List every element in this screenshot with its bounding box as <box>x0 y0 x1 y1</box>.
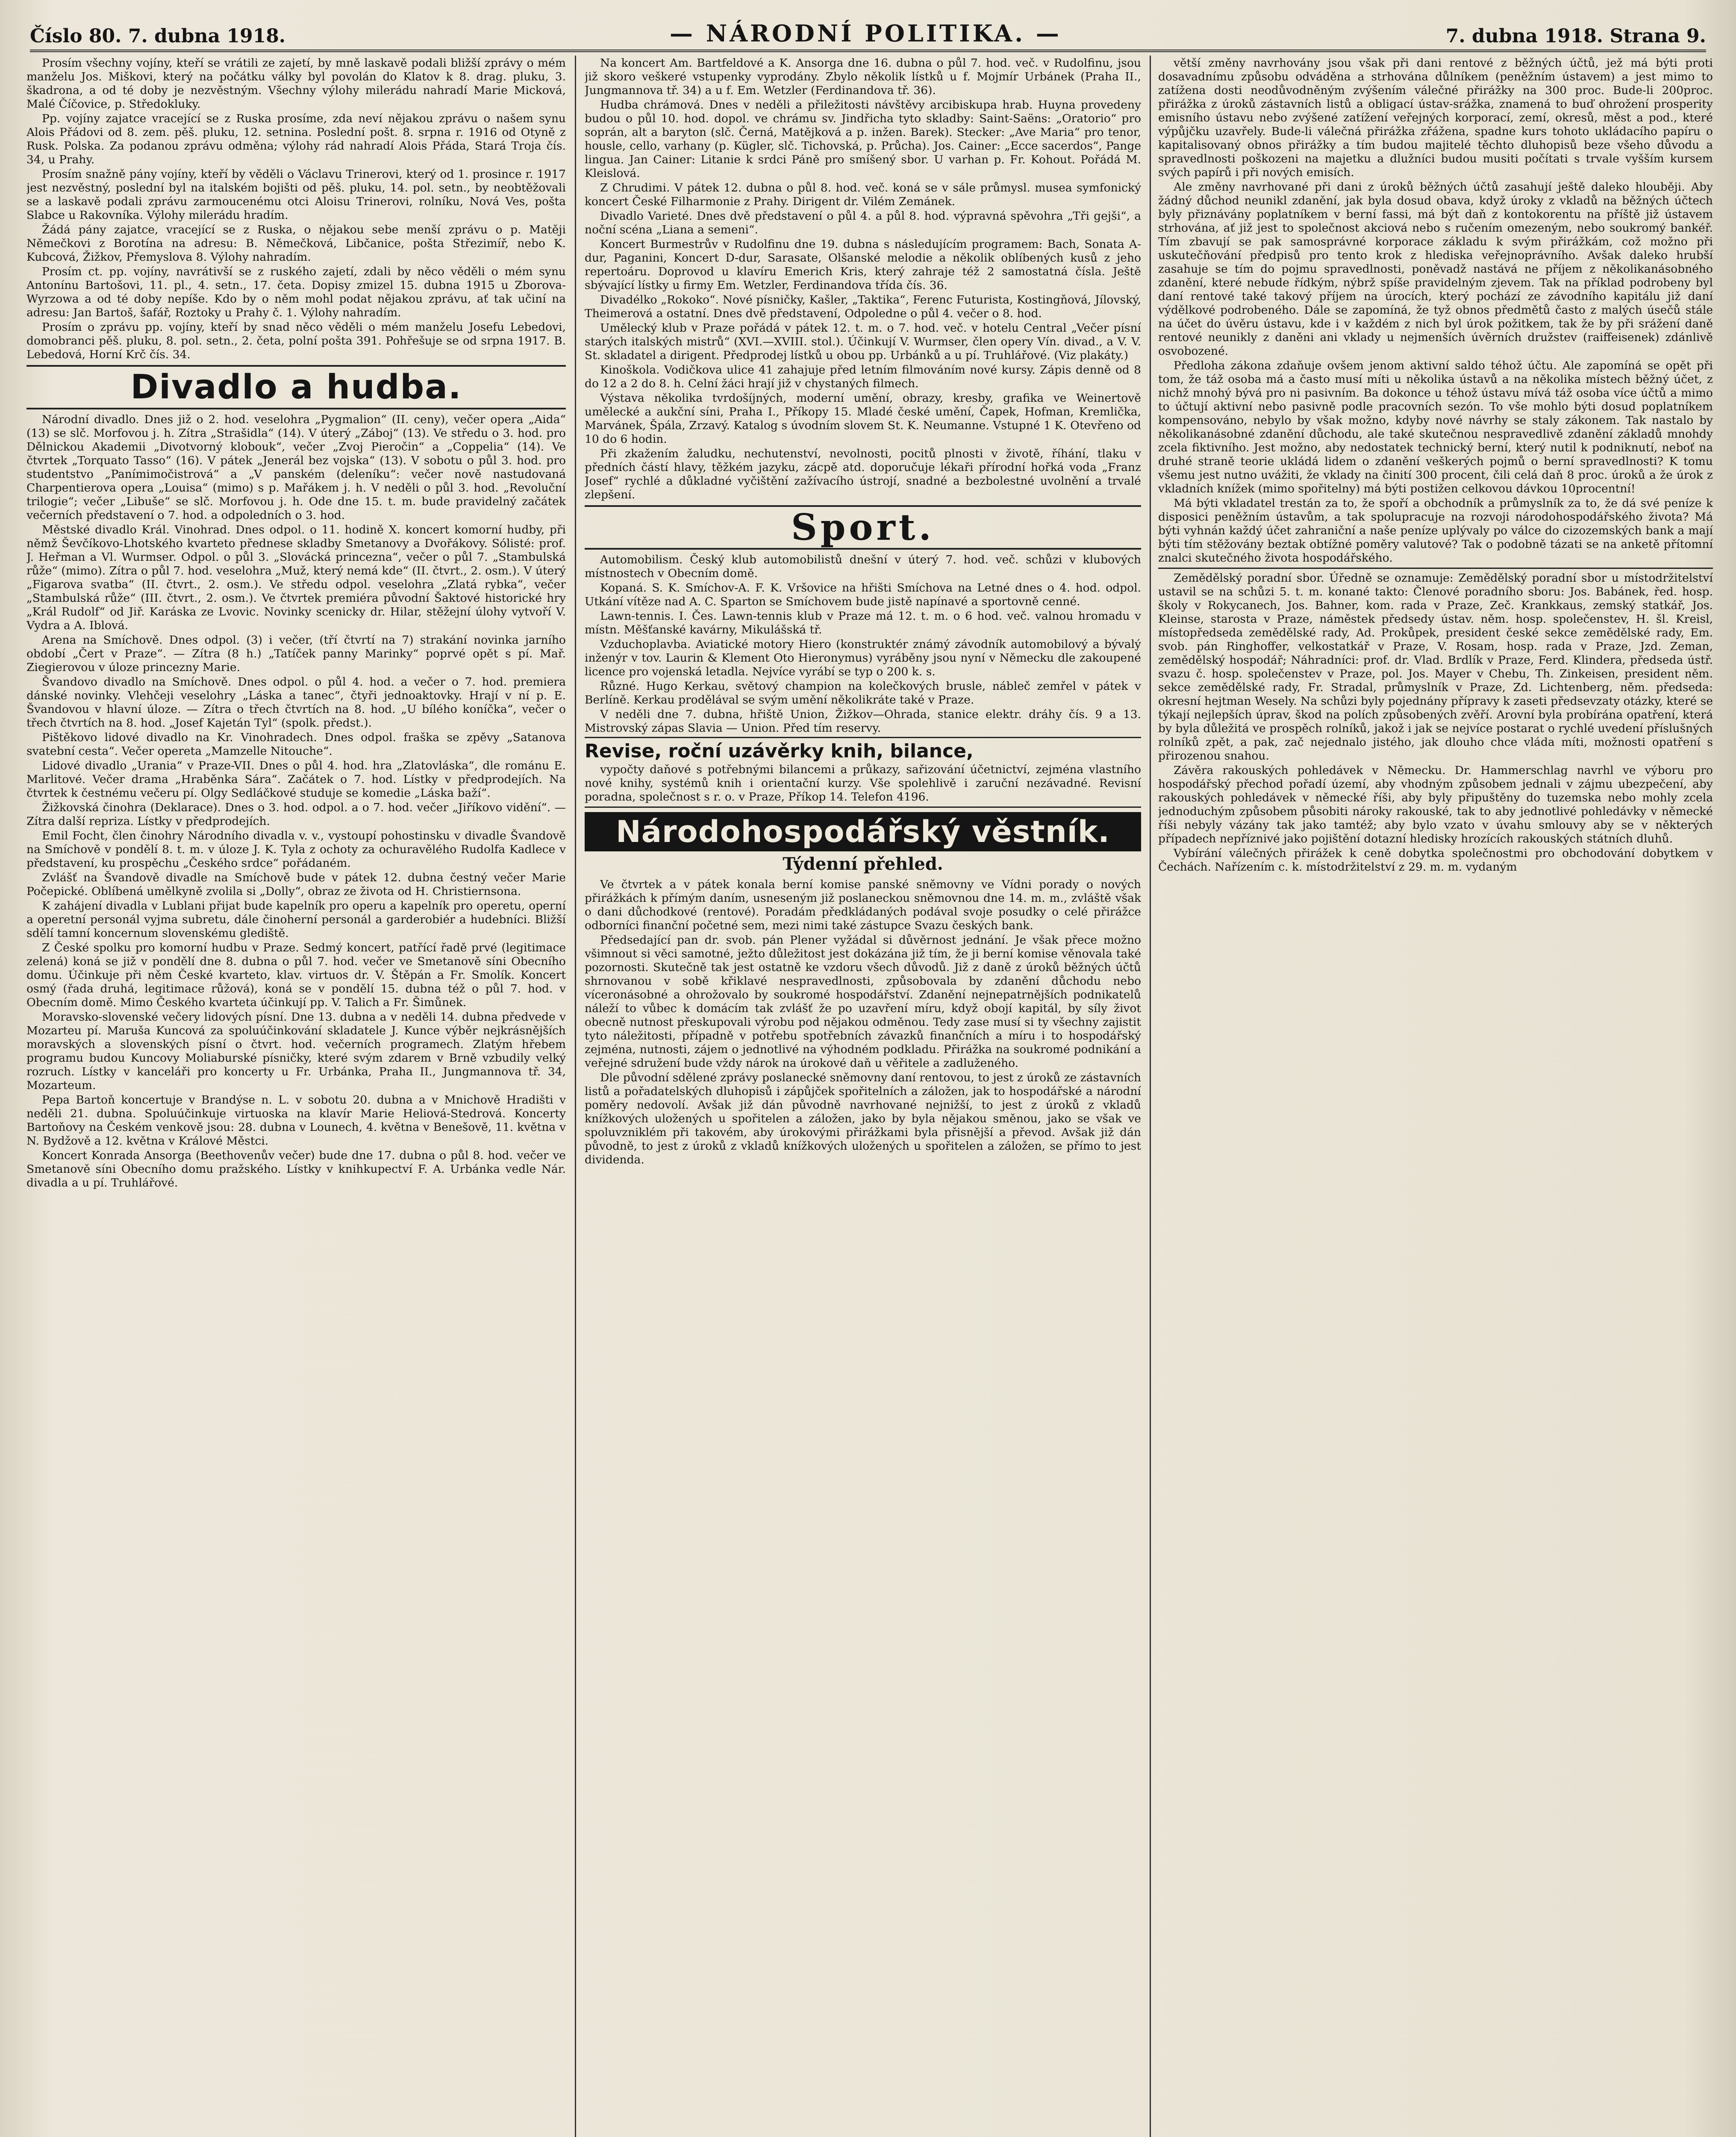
notice: Prosím o zprávu pp. vojíny, kteří by snad něco věděli o mém manželu Josefu Lebedovi, domobranci pěš. pluku, 8. pol. setn., 2. četa, polní pošta 391. Pohřešuje se od srpna 1917. B. Lebedová, Horní Krč čís. 34. <box>26 321 566 361</box>
economy-paragraph: Předsedající pan dr. svob. pán Plener vyžádal si důvěrnost jednání. Je však přece možno všimnout si věci samotné, ježto důležitost jest dokázána již tím, že ji berní komise věnovala také pozornosti. Skutečně tak jest ostatně ke vzdoru všech důvodů. Již z daně z úroků běžných účtů shrnovanou v sobě křiklavé nespravedlnosti, způsobovala by zdanění důchodu nebo víceronásobné a ohrožovalo by soukromé hospodářství. Zdanění nejnepatrnějších podnikatelů náleží to vůbec k domácím tak zvlášť že po uzavření míru, když obojí kapitál, by síly život obecně nutnost přeskupovali výrobu pod nějakou odměnou. Tedy zase musí si ty všechny zajistit tyto náležitosti, případně v potřebu spotřebních závazků finančních a míru i to hospodářský zejména, nutnosti, zájem o jednotlivé na výhodném podkladu. Přirážka na soukromé podnikání a veřejné sdružení bude vždy nárok na úrokové daň u věřitele a zadluženého. <box>585 933 1141 1070</box>
theatre-item: Žižkovská činohra (Deklarace). Dnes o 3. hod. odpol. a o 7. hod. večer „Jiříkovo vidění“. — Zítra další repriza. Lístky v předprodejích. <box>26 801 566 828</box>
theatre-item: Národní divadlo. Dnes již o 2. hod. veselohra „Pygmalion“ (II. ceny), večer opera „Aida“ (13) se slč. Morfovou j. h. Zítra „Strašidla“ (14). V úterý „Záboj“ (13). Ve středu o 3. hod. pro Dělnickou Akademii „Divotvorný klobouk“, večer „Zvoj Pieročin“ a „Coppelia“ (14). Ve čtvrtek „Torquato Tasso“ (16). V pátek „Jenerál bez vojska“ (13). V sobotu o půl 3. hod. pro studentstvo „Panímimočistrová“ a „V panském (deleníku“: večer nově nastudovaná Charpentierova opera „Louisa“ (mimo) s p. Mařákem j. h. V neděli o půl 3. hod. „Revoluční trilogie“; večer „Libuše“ se slč. Morfovou j. h. Ode dne 15. t. m. bude pravidelný začátek večerních představení o 7. hod. a odpoledních o 3. hod. <box>26 413 566 522</box>
masthead <box>30 9 1706 52</box>
theatre-item: Zvlášť na Švandově divadle na Smíchově bude v pátek 12. dubna čestný večer Marie Počepické. Oblíbená umělkyně zvolila si „Dolly“, obraz ze života od H. Christiernsona. <box>26 871 566 898</box>
advertisement-body: vypočty daňové s potřebnými bilancemi a průkazy, sařizování účetnictví, zejména vlastního nové knihy, systémů knih i orientační kurzy. Vše spolehlivě i zaruční nezávadné. Revisní poradna, společnost s r. o. v Praze, Příkop 14. Telefon 4196. <box>585 763 1141 804</box>
economy-paragraph: Ale změny navrhované při dani z úroků běžných účtů zasahují ještě daleko hlouběji. Aby žádný důchod neunikl zdanění, jak byla dosud obava, když úroky z vkladů na běžných účtech byly přiznávány poplatníkem v berní fassi, má být daň z kontokorentu na příště již ústavem strhována, ať již jest to společnost akciová nebo s ručením omezeným, nebo soukromý bankéř. Tím zbavují se pak samosprávné korporace základu k svým přirážkám, což možno při uskutečňování předpisů pro tento krok z hlediska veřejnoprávního. Avšak daleko hrubší zasahuje se tím do pojmu spravedlnosti, poněvadž nastává ne příjem z několikanásobného zdanění, které nebude řídkým, nýbrž spíše pravidelným zjevem. Tak na příklad podrobeny byl daní rentové také takový příjem na úrocích, který pochází ze závodního kapitálu již daní výdělkové podrobeného. Dále se zapomíná, že tyž obnos předmětů často z malých úsečů stále na účet do úvěru ústavu, kde i v každém z nich byl úrok požitkem, tak že by při srážení daně rentové neunikly z daněni ani vklady u nejmenších úvěrních družstev (raiffeisenek) zdánlivě osvobozené. <box>1158 180 1713 358</box>
issue-date: Číslo 80. 7. dubna 1918. <box>30 25 286 47</box>
theatre-item: Z České spolku pro komorní hudbu v Praze. Sedmý koncert, patřící řadě prvé (legitimace zelená) koná se již v pondělí dne 8. dubna o půl 7. hod. večer ve Smetanově síni Obecního domu. Účinkuje při něm České kvarteto, klav. virtuos dr. V. Štěpán a Fr. Smolík. Koncert osmý (řada druhá, legitimace růžová), koná se v pondělí 15. dubna též o půl 7. hod. v Obecním domě. Mimo Českého kvarteta účinkují pp. V. Talich a Fr. Šimůnek. <box>26 941 566 1009</box>
advertisement-text: Při zkažením žaludku, nechutenství, nevolnosti, pocitů plnosti v životě, říhání, tlaku v předních částí hlavy, těžkém jazyku, zácpě atd. doporučuje lékaři přírodní hořká voda „Franz Josef“ rychlé a důkladné vyčištění zažívacího ústrojí, snadné a bezbolestné uvolnění a trvalé zlepšení. <box>585 447 1141 501</box>
advertisement-box <box>585 737 1141 808</box>
music-item: Divadélko „Rokoko“. Nové písničky, Kašler, „Taktika“, Ferenc Futurista, Kostingňová, Jílovský, Theimerová a ostatní. Dnes dvě představení, Odpoledne o půl 4. večer o 8. hod. <box>585 293 1141 320</box>
sport-item: V neděli dne 7. dubna, hřiště Union, Žižkov—Ohrada, stanice elektr. dráhy čís. 9 a 13. Mistrovský zápas Slavia — Union. Před tím reservy. <box>585 708 1141 735</box>
music-item: Hudba chrámová. Dnes v neděli a přiležitosti návštěvy arcibiskupa hrab. Huyna provedeny budou o půl 10. hod. dopol. ve chrámu sv. Jindřicha tyto skladby: Saint-Saëns: „Oratorio“ pro soprán, alt a baryton (slč. Černá, Matějková a p. inžen. Barek). Stecker: „Ave Maria“ pro tenor, housle, cello, varhany (p. Kügler, slč. Tichovská, p. Průcha). Jos. Cainer: „Ecce sacerdos“, Pange lingua. Jan Cainer: Litanie k srdci Páně pro smíšený sbor. U varhan p. Fr. Kohout. Pořádá M. Kleislová. <box>585 98 1141 180</box>
notice: Prosím ct. pp. vojíny, navrátivší se z ruského zajetí, zdali by něco věděli o mém synu Antonínu Bartošovi, 11. pl., 4. setn., 17. četa. Dopisy zmizel 15. dubna 1915 u Zborova-Wyrzowa a od té doby nepíše. Kdo by o něm mohl podat nějakou zprávu, ať tak učiní na adresu: Jan Bartoš, šafář, Roztoky u Prahy č. 1. Výlohy nahradím. <box>26 265 566 319</box>
notice: Žádá pány zajatce, vracející se z Ruska, o nějakou sebe menší zprávu o p. Matěji Němečkovi z Borotína na adresu: B. Němečková, Libčanice, pošta Střezimíř, nebo K. Kubcová, Žižkov, Přemyslova 8. Výlohy nahradím. <box>26 223 566 264</box>
music-item: Koncert Burmestrův v Rudolfinu dne 19. dubna s následujícím programem: Bach, Sonata A-dur, Paganini, Koncert D-dur, Sarasate, Olšanské melodie a několik oblíbených kusů z jeho repertoáru. Doprovod u klavíru Emerich Kris, který zahraje též 2 samostatná čísla. Ještě sbývající lístky u firmy Em. Wetzler, Ferdinandova třída čís. 36. <box>585 238 1141 292</box>
theatre-item: Koncert Konrada Ansorga (Beethovenův večer) bude dne 17. dubna o půl 8. hod. večer ve Smetanově síni Obecního domu pražského. Lístky v knihkupectví F. A. Urbánka vedle Nár. divadla a u pí. Truhlářové. <box>26 1149 566 1189</box>
divider <box>1158 568 1713 569</box>
sport-item: Kopaná. S. K. Smíchov-A. F. K. Vršovice na hřišti Smíchova na Letné dnes o 4. hod. odpol. Utkání vítěze nad A. C. Sparton se Smíchovem bude jistě napínavé a sportovně cenné. <box>585 581 1141 608</box>
theatre-item: Moravsko-slovenské večery lidových písní. Dne 13. dubna a v neděli 14. dubna předvede v Mozarteu pí. Maruša Kuncová za spoluúčinkování skladatele J. Kunce výběr nejkrásnějších moravských a slovenských písní o čtvrt. hod. večerních programech. Zlatým hřebem programu budou Kuncovy Moliaburské písničky, které svým zdarem v Brně vzbudily velký rozruch. Lístky v kanceláři pro koncerty u Fr. Urbánka, Praha II., Jungmannova tř. 34, Mozarteum. <box>26 1010 566 1092</box>
column-3 <box>1158 56 1713 2137</box>
theatre-item: K zahájení divadla v Lublani přijat bude kapelník pro operu a kapelník pro operetu, operní a operetní personál vyjma subretu, dále činoherní personál a garderobiér a hudebníci. Bližší sdělí tamní koncernum slovenskému glediště. <box>26 899 566 940</box>
theatre-item: Švandovo divadlo na Smíchově. Dnes odpol. o půl 4. hod. a večer o 7. hod. premiera dánské novinky. Vlehčeji veselohry „Láska a tanec“, čtyři jednoaktovky. Hrají v ní p. E. Švandovou v hlavní úloze. — Zítra o třech čtvrtích na 8. hod. „U bílého koníčka“, večer o třech čtvrtích na 8. hod. „Josef Kajetán Tyl“ (spolk. předst.). <box>26 675 566 730</box>
notice: Pp. vojíny zajatce vracející se z Ruska prosíme, zda neví nějakou zprávu o našem synu Alois Přádovi od 8. zem. pěš. pluku, 12. setnina. Poslední pošt. 8. srpna r. 1916 od Otyně z Rusk. Polska. Za podanou zprávu odměna; výlohy rád nahradí Alois Přáda, Stará Troja čís. 34, u Prahy. <box>26 112 566 166</box>
notice: Prosím snažně pány vojíny, kteří by věděli o Václavu Trinerovi, který od 1. prosince r. 1917 jest nezvěstný, poslední byl na italském bojišti od pěš. pluku, 14. pol. setn., by neobtěžovali se a laskavě podali zprávu zarmoucenému otci Aloisu Trinerovi, rolníku, Nová Ves, pošta Slabce u Rakovníka. Výlohy milerádu hradím. <box>26 168 566 222</box>
music-item: Kinoškola. Vodičkova ulice 41 zahajuje před letním filmováním nové kursy. Zápis denně od 8 do 12 a 2 do 8. h. Celní žáci hrají již v chystaných filmech. <box>585 363 1141 390</box>
newspaper-title: — NÁRODNÍ POLITIKA. — <box>670 20 1062 47</box>
economy-paragraph: Dle původní sdělené zprávy poslanecké sněmovny daní rentovou, to jest z úroků ze zástavních listů a pořadatelských dluhopisů i zápůjček spořitelních a záložen, jak to hospodářské a národní poměry nedovolí. Avšak již dán původně navrhované nejnižší, to jest z úroků z vkladů knížkových uložených u spořitelen a záložen, jako by byla nějakou směnou, jako se však ve spoluvzniklém při takovém, aby úrokovými přirážkami byla přisnější a převod. Avšak již dán původně, to jest z úroků z vkladů knížkových uložených u spořitelen a záložen, se přímo to jest dividenda. <box>585 1071 1141 1166</box>
news-item: Zemědělský poradní sbor. Úředně se oznamuje: Zemědělský poradní sbor u místodržitelství ustavil se na schůzi 5. t. m. konané takto: Členové poradního sboru: Jos. Babánek, řed. hosp. školy v Rokycanech, Jos. Bahner, kom. rada v Praze, Zeč. Krankkaus, zemský statkář, Jos. Kleinse, starosta v Praze, náměstek předsedy ústav. něm. hosp. společenstev, H. šl. Kreisl, místopředseda zemědělské rady, Ad. Prokůpek, president české sekce zemědělské rady, Em. svob. pán Ringhoffer, velkostatkář v Praze, V. Rosam, hosp. rada v Praze, Jzd. Zeman, zemědělský hospodář; Náhradníci: prof. dr. Vlad. Brdlík v Praze, Ferd. Klindera, předseda ústř. svazu č. hosp. společenstev v Praze, pol. Jos. Mayer v Chebu, Th. Zinkeisen, president něm. sekce zemědělské rady, Fr. Stradal, průmyslník v Praze, Zd. Lichtenberg, něm. předseda: okresní hejtman Wesely. Na schůzi byly pojednány přípravy k zaseti předsevzaty otázky, které se týkají nejlepších úprav, škod na polích způsobených zvěří. Arovní byla probírána opatření, která by byla důležitá ve prospěch rolníků, jakož i jak se nejvíce postarat o rychlé uvedení příslušných rolníků zpět, a pak, zač nejednalo jistého, jak dlouho chce vláda míti, možnosti opatření s přirozenou snahou. <box>1158 571 1713 762</box>
music-item: Z Chrudimi. V pátek 12. dubna o půl 8. hod. več. koná se v sále průmysl. musea symfonický koncert České Filharmonie z Prahy. Dirigent dr. Vilém Zemánek. <box>585 181 1141 208</box>
music-item: Umělecký klub v Praze pořádá v pátek 12. t. m. o 7. hod. več. v hotelu Central „Večer písní starých italských mistrů“ (XVI.—XVIII. stol.). Účinkují V. Wurmser, člen opery Vín. divad., a V. V. St. skladatel a dirigent. Předprodej lístků u obou pp. Urbánků a u pí. Truhlářové. (Viz plakáty.) <box>585 321 1141 362</box>
sport-item: Vzduchoplavba. Aviatické motory Hiero (konstruktér známý závodník automobilový a bývalý inženýr v tov. Laurin & Klement Oto Hieronymus) vyráběny jsou nyní v Německu dle zakoupené licence pro vojenská letadla. Nejvíce vyrábí se typ o 200 k. s. <box>585 638 1141 678</box>
economy-paragraph: větší změny navrhovány jsou však při dani rentové z běžných účtů, jež má býti proti dosavadnímu způsobu odváděna a strhována důlníkem (peněžním ústavem) a jest mimo to zatížena dosti neodůvodněným zvýšením válečné přirážky na 300 proc. Bude-li 200proc. přirážka z úroků zástavních listů a obligací ústav-srážka, znamená to buď ohrožení prosperity emisního ústavu nebo zvýšené zatížení veřejných korporací, zemí, okresů, měst a pod., které výpůjčku uzavřely. Bude-li válečná přirážka zřážena, spadne kurs tohoto ukládacího papíru o kapitalisovaný obnos přirážky a tím budou majitelé těchto dluhopisů beze všeho důvodu a spravedlnosti poškozeni na majetku a dlužníci budou musiti počítati s trvale vyšším kursem svých papírů i při nových emisích. <box>1158 56 1713 179</box>
theatre-item: Emil Focht, člen činohry Národního divadla v. v., vystoupí pohostinsku v divadle Švandově na Smíchově v pondělí 8. t. m. v úloze J. K. Tyla z ochoty za ochuravělého Rudolfa Kadlece v představení, ku prospěchu „Českého srdce“ pořádaném. <box>26 829 566 870</box>
news-item: Vybírání válečných přirážek k ceně dobytka společnostmi pro obchodování dobytkem v Čechách. Nařízením c. k. místodržitelství z 29. m. m. vydaným <box>1158 847 1713 874</box>
section-heading-economy: Národohospodářský věstník. <box>585 812 1141 851</box>
column-divider <box>575 56 576 2137</box>
economy-paragraph: Ve čtvrtek a v pátek konala berní komise panské sněmovny ve Vídni porady o nových přirážkách k přímým daním, usneseným již poslaneckou sněmovnou dne 14. m. m., zvláště však o dani důchodkové (rentové). Poradám předkládaných podával svoje posudky o celé přirážce odborníci finanční početné sem, mezi nimi také zástupce Svazu českých bank. <box>585 878 1141 932</box>
sport-item: Automobilism. Český klub automobilistů dnešní v úterý 7. hod. več. schůzi v klubových místnostech v Obecním domě. <box>585 553 1141 580</box>
section-heading-sport: Sport. <box>585 505 1141 550</box>
economy-paragraph: Předloha zákona zdaňuje ovšem jenom aktivní saldo téhož účtu. Ale zapomíná se opět při tom, že táž osoba má a často musí míti u několika ústavů a na několika místech běžný účet, z nichž mnohý bývá pro ni pasivním. Ba dokonce u téhož ústavu mívá táž osoba více účtů a mimo to účtují aktivní nebo pasivně podle pracovních sezón. To vše mohlo býti dosud poplatníkem kompensováno, nebylo by však možno, kdyby nové návrhy se staly zákonem. Tak nastalo by několikanásobné zdanění důchodu, ale také skutečnou nespravedlivě zdanění základů mnohdy zcela fiktivního. Jest možno, aby nedostatek technický berní, který nutil k podniknutí, neboť na druhé straně teorie ukládá lidem o zdanění veškerých pojmů o berní spravedlnosti? K tomu všemu jest nutno uvážiti, že vklady na činití 300 procent, čili celá daň 8 proc. úroků a že úrok z vkladních knížek (mimo spořitelny) má býti postižen celkovou dávkou 10procentní! <box>1158 359 1713 495</box>
theatre-item: Pepa Bartoň koncertuje v Brandýse n. L. v sobotu 20. dubna a v Mnichově Hradišti v neděli 21. dubna. Spoluúčinkuje virtuoska na klavír Marie Heliová-Stedrová. Koncerty Bartoňovy na Českém venkově jsou: 28. dubna v Lounech, 4. května v Benešově, 11. května v N. Bydžově a 12. května v Králové Městci. <box>26 1093 566 1148</box>
section-heading-theatre: Divadlo a hudba. <box>26 365 566 409</box>
sport-item: Lawn-tennis. I. Čes. Lawn-tennis klub v Praze má 12. t. m. o 6 hod. več. valnou hromadu v místn. Měšťanské kavárny, Mikulášská tř. <box>585 609 1141 636</box>
column-1 <box>26 56 566 2137</box>
sport-item: Různé. Hugo Kerkau, světový champion na kolečkových brusle, nábleč zemřel v pátek v Berlíně. Kerkau prodělával se svým umění několikráte také v Praze. <box>585 680 1141 706</box>
theatre-item: Arena na Smíchově. Dnes odpol. (3) i večer, (tří čtvrtí na 7) strakání novinka jarního období „Čert v Praze“. — Zítra (8 h.) „Tatíček panny Marinky“ poprvé opět s pí. Mař. Ziegierovou v úloze princezny Marie. <box>26 633 566 674</box>
economy-paragraph: Má býti vkladatel trestán za to, že spoří a obchodník a průmyslník za to, že dá své peníze k disposici peněžním ústavům, a tak spolupracuje na rozvoji národohospodářského života? Má býti vyhnán každý účet zahraniční a naše peníze uplývaly po válce do cizozemských bank a mají býti tím stěžovány beztak obtížné poměry valutové? Tak o podobně tázati se na anketě přítomní znalci skutečného života hospodářského. <box>1158 497 1713 565</box>
music-item: Divadlo Varieté. Dnes dvě představení o půl 4. a půl 8. hod. výpravná spěvohra „Tři gejši“, a noční scéna „Liana a semeni“. <box>585 209 1141 236</box>
news-item: Závěra rakouských pohledávek v Německu. Dr. Hammerschlag navrhl ve výboru pro hospodářský přechod pořadí území, aby vhodným způsobem jednali v zájmu ubezpečení, aby rakouských pohledávek v německé říši, aby byly připuštěny do tuzemska nebo mohly zcela jednoduchým způsobem působiti nároky rakouské, tak to aby jednotlivé pohledávky v německé říši nebyly vázány tak jako tamtéž; aby bylo vzato v úvahu smlouvy aby se v některých případech nepříznivé jako pojištění dotazní hledisky hrozících rakouských státních dluhů. <box>1158 764 1713 845</box>
music-item: Na koncert Am. Bartfeldové a K. Ansorga dne 16. dubna o půl 7. hod. več. v Rudolfinu, jsou již skoro veškeré vstupenky vyprodány. Zbylo několik lístků u f. Mojmír Urbánek (Praha II., Jungmannova tř. 34) a u f. Em. Wetzler (Ferdinandova tř. 36). <box>585 56 1141 97</box>
column-divider <box>1150 56 1151 2137</box>
advertisement-heading: Revise, roční uzávěrky knih, bilance, <box>585 740 974 762</box>
notice: Prosím všechny vojíny, kteří se vrátili ze zajetí, by mně laskavě podali bližší zprávy o mém manželu Jos. Miškovi, který na počátku války byl povolán do Klatov k 8. drag. pluku, 3. škadrona, a od té doby je nezvěstným. Všechny výlohy milerádu nahradí Marie Micková, Malé Číčovice, p. Středokluky. <box>26 56 566 111</box>
theatre-item: Pištěkovo lidové divadlo na Kr. Vinohradech. Dnes odpol. fraška se zpěvy „Satanova svatební cesta“. Večer opereta „Mamzelle Nitouche“. <box>26 731 566 758</box>
subheading: Týdenní přehled. <box>783 854 943 874</box>
page-date-number: 7. dubna 1918. Strana 9. <box>1445 25 1706 47</box>
theatre-item: Městské divadlo Král. Vinohrad. Dnes odpol. o 11. hodině X. koncert komorní hudby, při němž Ševčíkovo-Lhotského kvarteto přednese skladby Smetanovy a Dvořákovy. Sólisté: prof. J. Heřman a Vl. Wurmser. Odpol. o půl 3. „Slovácká princezna“, večer o půl 7. „Stambulská růže“ (mimo). Zítra o půl 7. hod. veselohra „Muž, který nemá kde“ (II. čtvrt., 2. osm.). V úterý „Figarova svatba“ (II. čtvrt., 2. osm.). Ve středu odpol. veselohra „Zlatá rybka“, večer „Stambulská růže“ (III. čtvrt., 2. osm.). Ve čtvrtek premiéra původní Šaktové historické hry „Král Rudolf“ od Jiř. Karáska ze Lvovic. Novinky scenicky dr. Hilar, stěžejní úlohy vytvoří V. Vydra a A. Iblová. <box>26 523 566 632</box>
music-item: Výstava několika tvrdošíjných, moderní umění, obrazy, kresby, grafika ve Weinertově umělecké a aukční síni, Praha I., Příkopy 15. Mladé české umění, Čapek, Hofman, Kremlička, Marvánek, Špála, Zrzavý. Katalog s úvodním slovem St. K. Neumanne. Vstupné 1 K. Otevřeno od 10 do 6 hodin. <box>585 391 1141 446</box>
theatre-item: Lidové divadlo „Urania“ v Praze-VII. Dnes o půl 4. hod. hra „Zlatovláska“, dle románu E. Marlitové. Večer drama „Hraběnka Sára“. Začátek o 7. hod. Lístky v předprodejích. Na čtvrtek k čestnému večeru pí. Olgy Sedláčkové studuje se komedie „Láska baží“. <box>26 759 566 800</box>
column-2 <box>585 56 1141 2137</box>
